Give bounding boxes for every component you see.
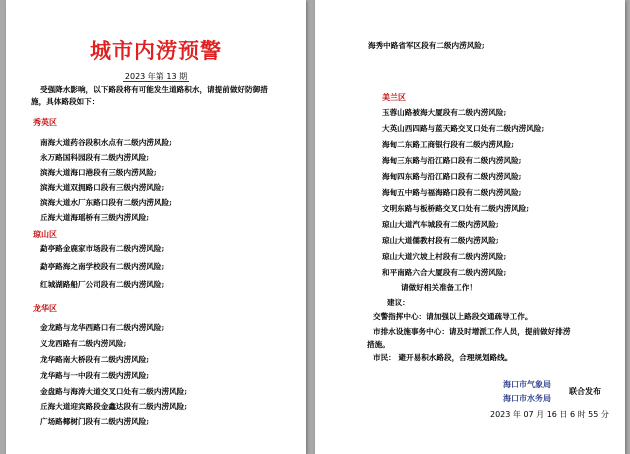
list-item: 龙华路与一中段有二级内涝风险; (40, 371, 150, 380)
list-item: 滨海大道双拥路口段有三级内涝风险; (40, 183, 165, 192)
list-item: 海甸五中路与福海路口段有二级内涝风险; (382, 188, 522, 197)
list-item: 红城湖路船厂公司段有二级内涝风险; (40, 280, 165, 289)
list-item: 金龙路与龙华西路口有二级内涝风险; (40, 323, 165, 332)
closing-line: 请做好相关准备工作！ (401, 283, 477, 292)
list-item: 玉蓉山路被海大厦段有二级内涝风险; (382, 108, 507, 117)
issue-number: 2023 年第 13 期 (124, 72, 188, 81)
list-item: 琼山大道汽车城段有二级内涝风险; (382, 220, 499, 229)
list-item: 勐亭路金鹿家市场段有二级内涝风险; (40, 244, 165, 253)
document-page-left (6, 0, 306, 454)
list-item: 海甸二东路工商银行段有二级内涝风险; (382, 140, 514, 149)
list-item: 琼山大道穴坡上村段有二级内涝风险; (382, 252, 507, 261)
suggestion-item: 交警指挥中心：请加强以上路段交通疏导工作。 (373, 312, 533, 321)
list-item: 滨海大道海口港段有三级内涝风险; (40, 168, 157, 177)
district-heading: 秀英区 (33, 117, 57, 127)
list-item: 丘海大道海瑶桥有三级内涝风险; (40, 213, 150, 222)
intro-paragraph: 受强降水影响，以下路段将有可能发生道路积水，请提前做好防御措施，具体路段如下： (31, 85, 268, 106)
list-item: 广场路椰树门段有二级内涝风险; (40, 417, 150, 426)
list-item: 龙华路南大桥段有二级内涝风险; (40, 355, 150, 364)
suggestion-item: 市民： 避开易积水路段，合理规划路线。 (373, 353, 513, 362)
list-item: 南海大道药谷段积水点有二级内涝风险; (40, 138, 172, 147)
list-item: 丘海大道迎宾路段金鑫达段有二级内涝风险; (40, 402, 188, 411)
page-title: 城市内涝预警 (90, 38, 222, 63)
list-item: 金盘路与海涛大道交叉口处有二级内涝风险; (40, 387, 188, 396)
list-item: 琼山大道儒教村段有二级内涝风险; (382, 236, 499, 245)
signature-org-meteorology: 海口市气象局 (503, 379, 551, 389)
list-item: 滨海大道水厂东路口段有二级内涝风险; (40, 198, 172, 207)
list-item: 海甸四东路与沿江路口段有二级内涝风险; (382, 172, 522, 181)
list-item: 文明东路与板桥路交叉口处有二级内涝风险; (382, 204, 530, 213)
list-item: 义龙西路有二级内涝风险; (40, 339, 127, 348)
signature-org-water: 海口市水务局 (503, 393, 551, 403)
list-item: 海秀中路省军区段有二级内涝风险; (368, 41, 485, 50)
signature-joint: 联合发布 (569, 386, 601, 396)
district-heading: 龙华区 (33, 303, 57, 313)
suggestion-item: 市排水设施事务中心：请及时增派工作人员，提前做好排涝 (373, 327, 571, 336)
suggestions-heading: 建议： (387, 298, 410, 307)
list-item: 勐亭路海之南学校段有二级内涝风险; (40, 262, 165, 271)
district-heading: 琼山区 (33, 229, 57, 239)
issue-date: 2023 年 07 月 16 日 6 时 55 分 (490, 410, 609, 419)
list-item: 海甸三东路与沿江路口段有二级内涝风险; (382, 156, 522, 165)
document-page-right (315, 0, 625, 454)
suggestion-item: 措施。 (367, 340, 390, 349)
district-heading: 美兰区 (382, 92, 406, 102)
list-item: 永万路国科园段有二级内涝风险; (40, 153, 150, 162)
list-item: 大英山西四路与蓝天路交叉口处有二级内涝风险; (382, 124, 545, 133)
list-item: 和平南路六合大厦段有二级内涝风险; (382, 268, 507, 277)
